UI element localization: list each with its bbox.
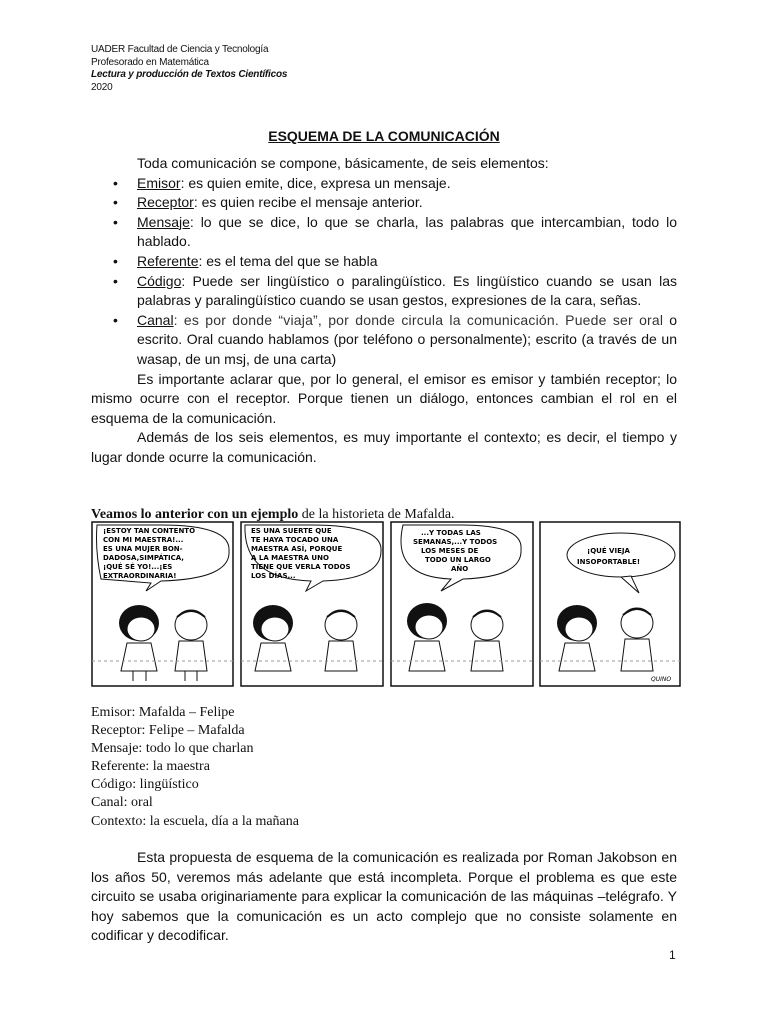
desc-mensaje: : lo que se dice, lo que se charla, las palabras que intercambian, todo lo hablado. [137,213,677,250]
desc-codigo: : Puede ser lingüístico o paralingüístico. Es lingüístico cuando se usan las palabras y paralingüístico cuando se usan gestos, expresiones de la cara, señas. [137,272,677,309]
felipe-figure [621,608,653,671]
panel-2-line: TIENE QUE VERLA TODOS [251,563,351,571]
panel-3-line: TODO UN LARGO [425,556,491,564]
example-roles-list [91,704,299,831]
panel-2-line: ES UNA SUERTE QUE [251,527,332,535]
panel-4-speech-bubble [567,533,675,577]
panel-4-line: ¡QUÉ VIEJA [587,547,630,555]
list-item-canal [137,311,677,370]
list-item-emisor [137,174,677,194]
desc-canal-a: : es por donde “viaja”, por donde circula la comunicación. Puede ser oral [173,311,664,328]
panel-2-line: A LA MAESTRA UNO [251,554,329,562]
term-referente: Referente [137,252,199,269]
term-mensaje: Mensaje [137,213,190,230]
elements-list [91,174,677,370]
list-item-receptor [137,193,677,213]
desc-receptor: : es quien recibe el mensaje anterior. [193,194,423,211]
desc-referente: : es el tema del que se habla [198,252,378,269]
page-title: ESQUEMA DE LA COMUNICACIÓN [268,128,500,144]
header-course: Lectura y producción de Textos Científicos [91,69,288,80]
panel-1-line: ES UNA MUJER BON- [103,545,183,553]
panel-3-line: LOS MESES DE [421,547,479,555]
list-item-mensaje [137,213,677,252]
role-emisor: Emisor: Mafalda – Felipe [91,705,235,720]
comic-caption-bold: Veamos lo anterior con un ejemplo [91,507,299,522]
role-contexto: Contexto: la escuela, día a la mañana [91,813,299,829]
comic-panel-3 [391,522,533,686]
role-receptor: Receptor: Felipe – Mafalda [91,723,245,739]
term-emisor: Emisor [137,174,181,191]
main-text [91,154,677,468]
panel-2-line: TE HAYA TOCADO UNA [251,536,339,544]
header-institution: UADER Facultad de Ciencia y Tecnología [91,44,269,55]
panel-2-line: LOS DÍAS... [251,572,296,580]
term-canal: Canal [137,311,174,328]
panel-3-line: ...Y TODAS LAS [421,529,481,537]
header-program: Profesorado en Matemática [91,56,209,68]
felipe-figure [175,610,207,681]
role-codigo: Código: lingüístico [91,777,199,793]
list-item-referente [137,252,677,272]
document-header [91,44,287,94]
role-mensaje: Mensaje: todo lo que charlan [91,741,254,757]
roles-paragraph: Es importante aclarar que, por lo general, el emisor es emisor y también receptor; lo mismo ocurre con el receptor. Porque tienen un diálogo, entonces cambian el rol en el esquema de la comunicación. [91,370,677,426]
role-canal: Canal: oral [91,795,153,811]
panel-4-line: INSOPORTABLE! [577,558,641,566]
list-item-codigo [137,272,677,311]
role-referente: Referente: la maestra [91,759,210,775]
felipe-figure [471,610,503,671]
closing-section [91,848,677,946]
panel-1-line: DADOSA,SIMPÁTICA, [103,554,184,562]
felipe-figure [325,610,357,671]
panel-1-line: ¡QUÉ SÉ YO!...¡ES [103,563,173,571]
closing-paragraph: Esta propuesta de esquema de la comunicación es realizada por Roman Jakobson en los años 50, veremos más adelante que está incompleta. Porque el problema es que este circuito se usaba originariamente para explicar la comunicación de las máquinas –telégrafo. Y hoy sabemos que la comunicación es un acto complejo que no consiste solamente en codificar y decodificar. [91,849,677,944]
comic-panel-4 [540,522,680,686]
author-signature: QUINO [651,676,672,683]
comic-panel-1 [92,522,233,686]
term-codigo: Código [137,272,182,289]
panel-3-line: AÑO [451,565,469,573]
comic-panel-2 [241,522,383,686]
panel-1-line: ¡ESTOY TAN CONTENTO [103,527,196,535]
context-paragraph: Además de los seis elementos, es muy importante el contexto; es decir, el tiempo y lugar donde ocurre la comunicación. [91,429,677,465]
panel-2-line: MAESTRA ASÍ, PORQUE [251,545,343,553]
panel-3-line: SEMANAS,...Y TODOS [413,538,498,546]
term-receptor: Receptor [137,194,194,211]
page-number: 1 [669,948,676,962]
desc-canal-b: o escrito. Oral cuando hablamos (por teléfono o personalmente); escrito (a través de un wasap, de un msj, de una carta) [137,311,677,367]
header-year: 2020 [91,81,113,93]
panel-1-line: EXTRAORDINARIA! [103,572,177,580]
comic-caption-rest: de la historieta de Mafalda. [298,507,455,522]
mafalda-comic-strip [91,521,682,689]
intro-paragraph: Toda comunicación se compone, básicamente, de seis elementos: [137,155,549,171]
panel-1-line: CON MI MAESTRA!... [103,536,184,544]
desc-emisor: : es quien emite, dice, expresa un mensaje. [180,174,451,191]
